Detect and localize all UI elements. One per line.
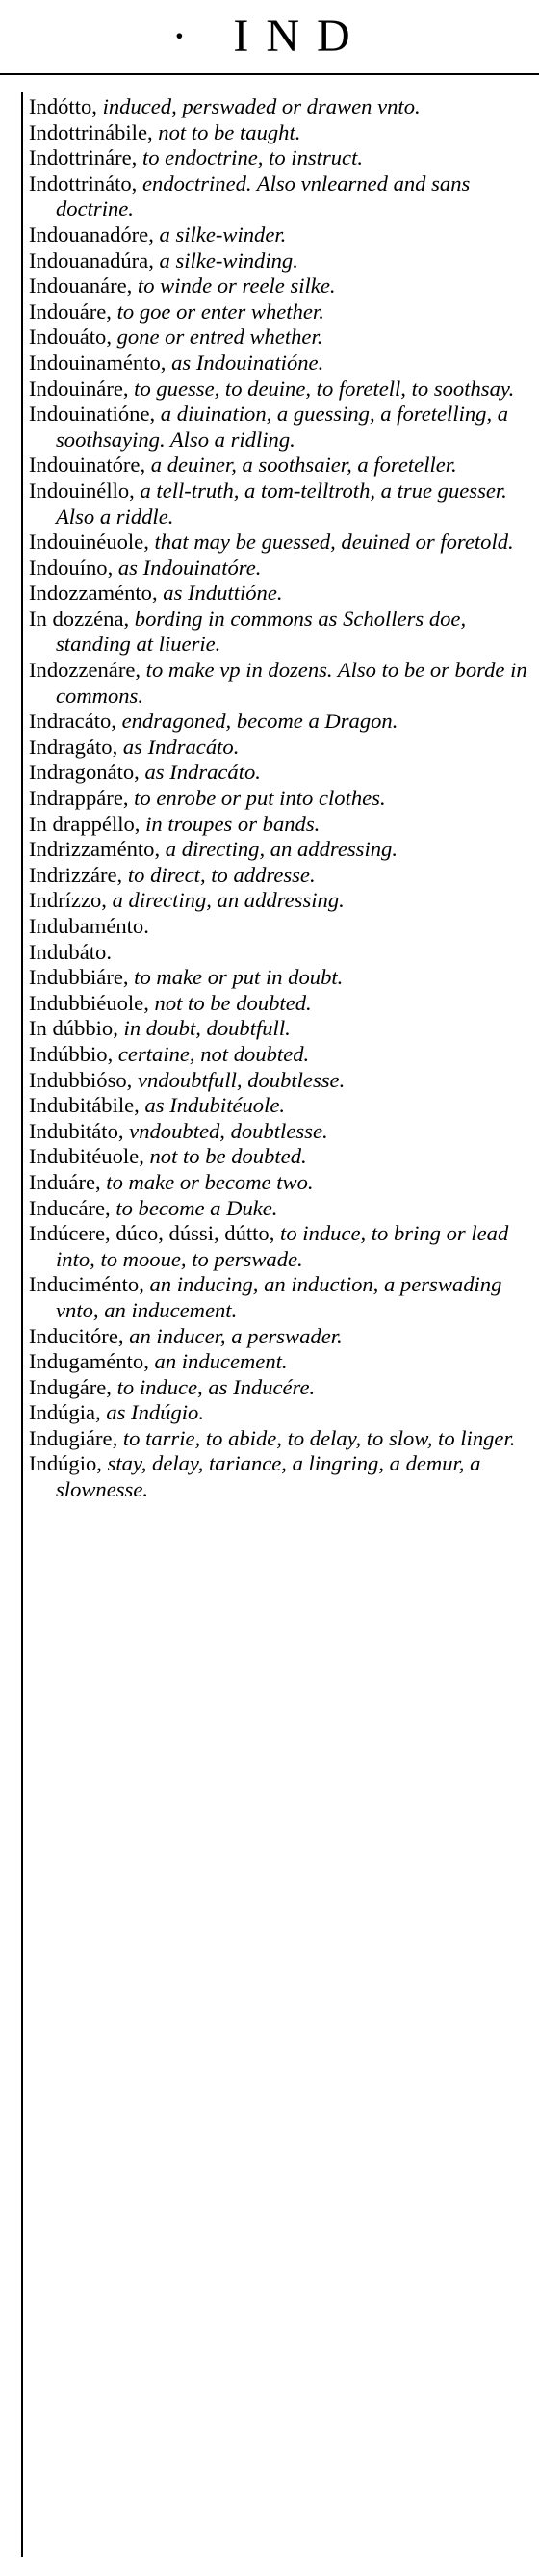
entry-headword: Indouáre, xyxy=(29,299,112,324)
entry-headword: Indottrináre, xyxy=(29,145,138,170)
entry-headword: Indugiáre, xyxy=(29,1425,118,1450)
entry-headword: Indrappáre, xyxy=(29,786,129,811)
entry-definition: to induce, as Inducére. xyxy=(111,1374,316,1399)
entry-headword: Indracáto, xyxy=(29,709,116,734)
entry-definition: not to be doubted. xyxy=(148,990,312,1015)
entry-definition: to tarrie, to abide, to delay, to slow, to linger. xyxy=(117,1425,516,1450)
entry-headword: Indubitáto, xyxy=(29,1118,124,1143)
dictionary-entry xyxy=(29,581,535,607)
entry-definition: a directing, an addressing. xyxy=(106,888,345,913)
entry-definition: that may be guessed, deuined or foretold. xyxy=(148,530,514,555)
entry-definition: bording in commons as Schollers doe, standing at liuerie. xyxy=(56,606,467,657)
entry-definition: not to be taught. xyxy=(152,119,301,144)
entry-headword: Indubitábile, xyxy=(29,1093,140,1118)
dictionary-entry xyxy=(29,1221,535,1272)
dictionary-entry xyxy=(29,1016,535,1042)
entry-definition: to endoctrine, to instruct. xyxy=(137,145,363,170)
dictionary-entry xyxy=(29,1324,535,1350)
entry-definition: certaine, not doubted. xyxy=(113,1041,310,1066)
entry-definition: to become a Duke. xyxy=(110,1195,278,1220)
column-rule xyxy=(21,92,23,2557)
entry-headword: Indúbbio, xyxy=(29,1041,114,1066)
entry-definition: a deuiner, a soothsaier, a foreteller. xyxy=(145,453,457,478)
entry-definition: to winde or reele silke. xyxy=(132,273,336,299)
entry-headword: Indugaménto, xyxy=(29,1349,149,1374)
entry-definition: endragoned, become a Dragon. xyxy=(116,709,398,734)
entry-headword: Indúgia, xyxy=(29,1400,101,1425)
entry-definition: a tell-truth, a tom-telltroth, a true guesser. Also a riddle. xyxy=(56,478,507,529)
entry-definition: to make or put in doubt. xyxy=(128,965,344,990)
dictionary-entry xyxy=(29,94,535,120)
dictionary-entry xyxy=(29,453,535,479)
entry-headword: Induciménto, xyxy=(29,1272,144,1297)
dictionary-entry xyxy=(29,145,535,171)
entry-definition: as Indubitéuole. xyxy=(139,1093,286,1118)
entry-definition: a directing, an addressing. xyxy=(160,837,398,862)
entry-definition: gone or entred whether. xyxy=(111,325,323,350)
entry-headword: Indrizzaménto, xyxy=(29,837,161,862)
entry-headword: Indubaménto. xyxy=(29,914,149,938)
dictionary-entry xyxy=(29,1170,535,1196)
entry-definition: induced, perswaded or drawen vnto. xyxy=(96,94,421,118)
entry-definition: an inducement. xyxy=(148,1349,288,1374)
dictionary-entry xyxy=(29,1426,535,1452)
entry-headword: Indouanadúra, xyxy=(29,247,154,273)
entry-definition: in doubt, doubtfull. xyxy=(117,1016,291,1041)
entry-definition: a silke-winding. xyxy=(153,247,298,273)
dictionary-entry xyxy=(29,377,535,403)
dictionary-entry xyxy=(29,325,535,351)
entry-headword: Induáre, xyxy=(29,1169,101,1194)
entry-headword: Indubbiéuole, xyxy=(29,990,149,1015)
entry-headword: Indouanáre, xyxy=(29,273,133,299)
dictionary-entry xyxy=(29,735,535,761)
dictionary-entry xyxy=(29,1119,535,1145)
dictionary-entry xyxy=(29,914,535,940)
dictionary-entry xyxy=(29,351,535,377)
dictionary-entry xyxy=(29,1375,535,1401)
entry-headword: Indubbiáre, xyxy=(29,965,129,990)
entry-headword: Indouinaménto, xyxy=(29,350,167,375)
dictionary-entry xyxy=(29,1349,535,1375)
entry-definition: to direct, to addresse. xyxy=(122,862,316,887)
entry-headword: In dúbbio, xyxy=(29,1016,118,1041)
entry-definition: as Indracáto. xyxy=(117,734,240,759)
dictionary-entry xyxy=(29,812,535,838)
entry-definition: a diuination, a guessing, a foretelling, a soothsaying. Also a ridling. xyxy=(56,402,509,452)
entry-headword: Indúcere, dúco, dússi, dútto, xyxy=(29,1221,275,1246)
entry-headword: Indouáto, xyxy=(29,325,112,350)
dictionary-entry xyxy=(29,1144,535,1170)
dictionary-entry xyxy=(29,530,535,556)
entry-headword: Indottrináto, xyxy=(29,170,138,195)
header-title: IND xyxy=(233,11,368,62)
dictionary-entry xyxy=(29,786,535,812)
dictionary-entry xyxy=(29,222,535,248)
entry-definition: endoctrined. Also vnlearned and sans doctrine. xyxy=(56,170,471,221)
entry-definition: to guesse, to deuine, to foretell, to soothsay. xyxy=(128,376,515,401)
entry-definition: not to be doubted. xyxy=(143,1144,307,1169)
dictionary-entry xyxy=(29,1068,535,1094)
dictionary-entry xyxy=(29,1400,535,1426)
entry-headword: Indouanadóre, xyxy=(29,221,154,247)
entry-headword: Indrizzáre, xyxy=(29,862,123,887)
entry-definition: to make or become two. xyxy=(100,1169,314,1194)
dictionary-entry xyxy=(29,171,535,222)
entry-headword: Inducitóre, xyxy=(29,1323,124,1348)
entry-headword: Indouináre, xyxy=(29,376,129,401)
dictionary-entry xyxy=(29,273,535,299)
entry-definition: as Indouinatóre. xyxy=(113,555,262,580)
dictionary-entry xyxy=(29,556,535,582)
dictionary-entry xyxy=(29,658,535,709)
dictionary-entry xyxy=(29,991,535,1017)
dictionary-entry xyxy=(29,479,535,530)
entry-headword: Indubitéuole, xyxy=(29,1144,144,1169)
entry-definition: to make vp in dozens. Also to be or borde in commons. xyxy=(56,658,527,708)
entry-headword: Indótto, xyxy=(29,94,97,118)
dictionary-entry xyxy=(29,248,535,274)
entry-headword: Indouinéuole, xyxy=(29,530,149,555)
entry-headword: Indrízzo, xyxy=(29,888,107,913)
dictionary-entry xyxy=(29,1042,535,1068)
dictionary-entry xyxy=(29,863,535,889)
dictionary-entry xyxy=(29,607,535,658)
dictionary-entry xyxy=(29,965,535,991)
dictionary-entry xyxy=(29,1451,535,1502)
entry-headword: Indragonáto, xyxy=(29,760,140,785)
dictionary-entry xyxy=(29,709,535,735)
entry-headword: Indugáre, xyxy=(29,1374,112,1399)
entry-definition: vndoubted, doubtlesse. xyxy=(123,1118,328,1143)
entry-definition: as Induttióne. xyxy=(157,581,283,606)
entry-definition: as Indracáto. xyxy=(139,760,261,785)
entry-headword: Indouinatóre, xyxy=(29,453,146,478)
entry-headword: Indúgio, xyxy=(29,1451,102,1476)
entry-definition: as Indouinatióne. xyxy=(166,350,324,375)
entry-list xyxy=(29,94,535,1503)
entry-headword: In dozzéna, xyxy=(29,606,130,631)
dictionary-entry xyxy=(29,1196,535,1222)
entry-headword: Indozzaménto, xyxy=(29,581,158,606)
entry-definition: to induce, to bring or lead into, to mooue, to perswade. xyxy=(56,1221,509,1271)
entry-headword: Indouinéllo, xyxy=(29,478,135,503)
dictionary-entry xyxy=(29,1093,535,1119)
dictionary-entry xyxy=(29,760,535,786)
entry-headword: Indragáto, xyxy=(29,734,118,759)
entry-definition: an inducer, a perswader. xyxy=(123,1323,343,1348)
entry-headword: In drappéllo, xyxy=(29,811,141,836)
dictionary-entry xyxy=(29,1272,535,1323)
entry-headword: Indubáto. xyxy=(29,939,112,964)
entry-definition: to enrobe or put into clothes. xyxy=(128,786,386,811)
entry-definition: a silke-winder. xyxy=(153,221,287,247)
entry-definition: as Indúgio. xyxy=(100,1400,204,1425)
entry-headword: Indottrinábile, xyxy=(29,119,153,144)
page-header xyxy=(0,0,539,75)
dictionary-entry xyxy=(29,837,535,863)
entry-definition: in troupes or bands. xyxy=(140,811,321,836)
dictionary-entry xyxy=(29,940,535,966)
dictionary-entry xyxy=(29,299,535,325)
entry-headword: Inducáre, xyxy=(29,1195,111,1220)
entry-definition: an inducing, an induction, a perswading vnto, an inducement. xyxy=(56,1272,502,1322)
entry-definition: vndoubtfull, doubtlesse. xyxy=(132,1067,346,1092)
entry-definition: to goe or enter whether. xyxy=(111,299,324,324)
entry-headword: Indouinatióne, xyxy=(29,402,156,427)
entry-headword: Indozzenáre, xyxy=(29,658,141,683)
entry-headword: Indubbióso, xyxy=(29,1067,133,1092)
entry-definition: stay, delay, tariance, a lingring, a demur, a slownesse. xyxy=(56,1451,481,1502)
dictionary-entry xyxy=(29,120,535,146)
dictionary-entry xyxy=(29,402,535,453)
entry-headword: Indouíno, xyxy=(29,555,114,580)
header-dot: · xyxy=(171,11,205,62)
dictionary-entry xyxy=(29,888,535,914)
